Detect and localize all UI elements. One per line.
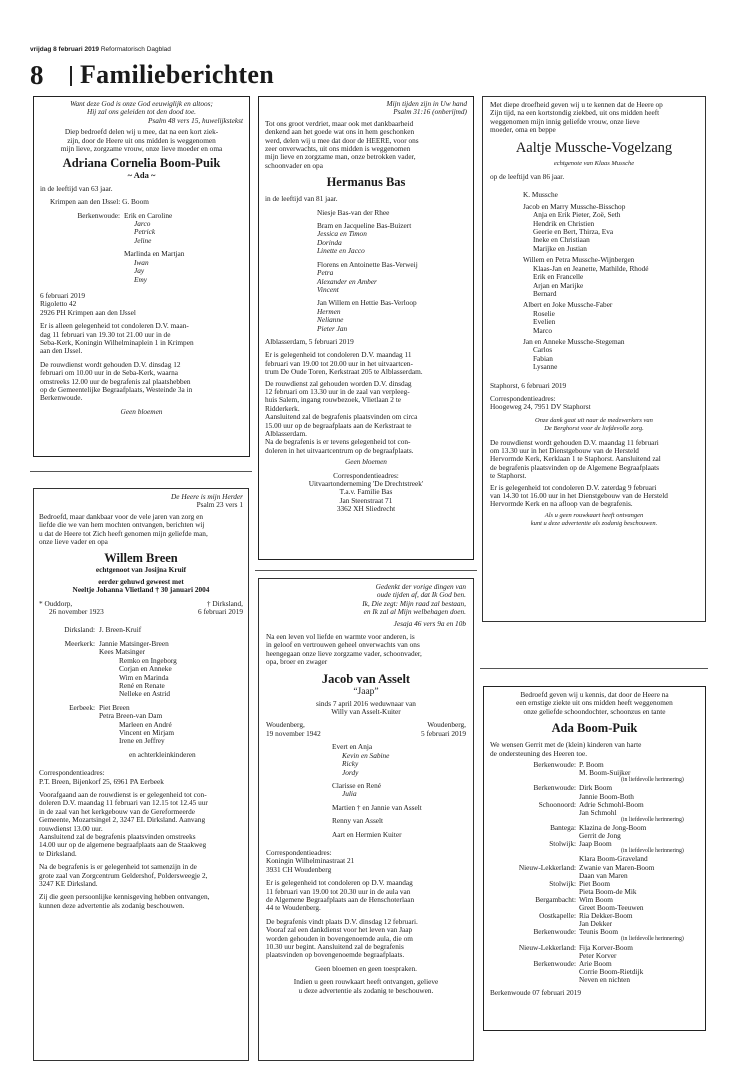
grandchild: Ricky [342,759,359,769]
family-line: Erik en Caroline [124,210,173,220]
paragraph-line: de Algemene Begraafplaats aan de Henschoterlaan [266,894,415,904]
family-place: Berkenwoude: [533,927,576,937]
grandchild: Linette en Jacco [317,246,365,256]
paragraph-line: 14.00 uur op de algemene begraafplaats aan de Staakweg [39,840,207,850]
notice-breen [33,488,249,1061]
family-member: Arie Boom [579,958,612,968]
verse: en Ik zal al Mijn welbehagen doen. [363,607,466,617]
notice-boom-puik-1 [33,96,250,457]
intro-line: Bedroefd, maar dankbaar voor de vele jaren van zorg en [39,511,203,521]
verse-ref: Psalm 23 vers 1 [196,500,243,510]
grandchild: Alexander en Amber [317,276,377,286]
family-line: J. Breen-Kruif [99,625,142,635]
paragraph-line: Ridderkerk. [265,403,300,413]
intro-line: moeder, oma en beppe [490,125,556,135]
family-line: Clarisse en René [332,780,382,790]
paragraph-line: Voorafgaand aan de rouwdienst is er gelegenheid tot con- [39,789,207,799]
family-line: Evert en Anja [332,742,373,752]
paragraph-line: 11 februari van 19.00 tot 20.30 uur in de aula van [266,886,411,896]
place-date: Staphorst, 6 februari 2019 [490,380,567,390]
paragraph-line: 3247 KE Dirksland. [39,879,98,889]
family-place: Bantega: [550,823,576,832]
family-line: Marlinda en Martjan [124,249,185,259]
correspondence-line: Correspondentieadres: [266,847,332,857]
intro-line: Met diepe droefheid geven wij u te kennen dat de Heere op [490,100,663,109]
family-row [490,976,699,984]
grandchild: Arjan en Marijke [533,280,584,290]
intro-line: liefde die we van hem mochten ontvangen, berichten wij [39,520,205,530]
family-line: K. Mussche [523,190,558,200]
family-member: Klazina de Jong-Boom [579,823,647,832]
verse: Mijn tijden zijn in Uw hand [386,99,467,108]
grandchild: Marco [533,325,553,335]
grandchild: René en Renate [119,680,165,690]
family-place: Bergambacht: [535,894,576,904]
family-member: Daan van Maren [579,870,628,880]
grandchild: Carlos [533,345,553,355]
intro-line: onze lieve vader en opa [39,537,108,547]
family-member: Dirk Boom [579,783,613,793]
paragraph-line: Er is gelegenheid tot condoleren D.V. zaterdag 9 februari [490,482,657,492]
closing: Geen bloemen en geen toespraken. [315,963,417,973]
correspondence-line: P.T. Breen, Bijenkorf 25, 6961 PA Eerbeek [39,776,164,786]
grandchild: Evelien [533,317,556,327]
grandchild: Marijke en Justian [533,243,587,253]
intro-line: heengegaan onze lieve zorgzame vader, schoonvader, [266,648,422,658]
age: in de leeftijd van 81 jaar. [265,194,338,204]
paragraph-line: De begrafenis vindt plaats D.V. dinsdag 12 februari. [266,916,418,926]
paragraph-line: 44 te Woudenberg. [266,903,321,913]
grandchild: Klaas-Jan en Jeanette, Mathilde, Rhodé [533,263,649,273]
grandchild: Fabian [533,353,553,363]
paragraph-line: aan den IJssel. [40,346,83,356]
family-member: Ria Dekker-Boom [579,911,633,921]
paragraph-line: worden gehouden in bovengenoemde aula, die om [266,933,413,943]
notice-bas [258,96,474,560]
intro-line: mijn lieve, zorgzame vrouw, onze lieve moeder en oma [60,144,223,154]
page-number: 8 [30,60,44,90]
memorial-note: (in liefdevolle herinnering) [621,777,684,784]
family-place [490,968,579,976]
closing: Als u geen rouwkaart heeft ontvangen [544,511,644,519]
family-member: Peter Korver [579,950,617,960]
grandchild: Irene en Jeffrey [119,736,165,746]
intro-line: Diep bedroefd delen wij u mee, dat na een kort ziek- [64,127,219,137]
grandchild: Julia [342,789,357,799]
paragraph-line: rouwdienst 13.00 uur. [39,823,103,833]
correspondence-line: T.a.v. Familie Bas [339,487,393,497]
grandchild: Roselie [533,308,555,318]
grandchild: Nelianne [317,315,344,325]
paragraph-line: van 14.30 tot 16.00 uur in het Dienstgebouw van de Hersteld [490,491,668,501]
family-member: Gerrit de Jong [579,831,621,841]
grandchild: Iwan [134,257,149,267]
family-line: Florens en Antoinette Bas-Verweij [317,259,418,269]
family-member: Jannie Boom-Both [579,791,634,801]
family-line: Kees Matsinger [99,647,145,657]
earlier-marriage: eerder gehuwd geweest met [98,576,184,586]
header-divider [70,66,72,86]
intro-line: zeer onverwachts, uit ons midden is weggenomen [265,144,411,154]
paragraph-line: plaatsvinden op bovengenoemde begraafplaats. [266,950,405,960]
death-place: Woudenberg, [427,720,466,730]
grandchild: Erik en Francelle [533,272,584,282]
family-row [490,809,699,817]
family-place: Nieuw-Lekkerland: [518,942,576,952]
section-title: Familieberichten [80,60,274,89]
correspondence-line: 3931 CH Woudenberg [266,864,332,874]
family-list [490,761,699,984]
family-row [490,769,699,777]
paragraph-line: De rouwdienst wordt gehouden D.V. dinsdag 12 [40,359,181,369]
family-place: Eerbeek: [69,702,95,712]
paper-name: Reformatorisch Dagblad [100,46,171,53]
family-place [490,769,579,777]
family-line: Aart en Hermien Kuiter [332,829,402,839]
paragraph-line: Aansluitend zal de begrafenis plaatsvinden om circa [265,412,418,422]
family-line: Petra Breen-van Dam [99,711,163,721]
family-line: Jacob en Marry Mussche-Bisschop [523,201,626,211]
place-date: Berkenwoude 07 februari 2019 [490,988,581,998]
place-date: Alblasserdam, 5 februari 2019 [265,336,354,346]
verse: Ik, Die zegt: Mijn raad zal bestaan, [362,598,466,608]
paragraph-line: Vooraf zal een dankdienst voor het leven van Jaap [266,925,413,935]
family-line: Krimpen aan den IJssel: G. Boom [50,197,149,207]
column-rule [30,471,252,472]
correspondence-line: Correspondentieadres: [490,393,556,403]
intro-line: denkend aan het goede wat ons in hem geschonken [265,127,415,137]
family-place: Berkenwoude: [533,783,576,793]
paragraph-line: Hervormde Kerk, Kerklaan 1 te Staphorst. Aansluitend zal [490,454,661,464]
grandchild: Ineke en Christiaan [533,235,590,245]
memorial-note: (in liefdevolle herinnering) [621,936,684,943]
paragraph-line: Indien u geen rouwkaart heeft ontvangen, gelieve [293,977,439,987]
closing: Geen bloemen [120,406,163,416]
closing: kunt u deze advertentie als zodanig beschouwen. [530,520,658,528]
family-line: Bram en Jacqueline Bas-Buizert [317,221,412,231]
grandchild: Jessica en Timon [317,229,367,239]
grandchild: Kevin en Sabine [342,750,390,760]
paragraph-line: februari van 19.00 tot 20.00 uur in het uitvaartcen- [265,358,413,368]
grandchild: Jeline [134,235,152,245]
age: in de leeftijd van 63 jaar. [40,183,113,193]
family-place: Oostkapelle: [539,911,576,921]
family-place: Stolwijk: [549,839,576,849]
intro-line: Na een leven vol liefde en warmte voor anderen, is [266,632,415,642]
paragraph-line: doleren D.V. maandag 11 februari van 12.15 tot 12.45 uur [39,798,208,808]
family-line: Jan en Anneke Mussche-Stegeman [523,336,625,346]
paragraph-line: dag 11 februari van 19.30 tot 21.00 uur in de [40,329,171,339]
paragraph-line: grote zaal van Zorgcentrum Geldershof, Poldersweegje 2, [39,870,208,880]
family-line: Jan Willem en Hettie Bas-Verloop [317,298,417,308]
family-place: Berkenwoude: [533,760,576,770]
paragraph-line: kunnen deze advertentie als zodanig beschouwen. [39,900,185,910]
birth-place: Woudenberg, [266,720,305,730]
grandchild: Emy [134,274,147,284]
verse: Gedenkt der vorige dingen van [375,582,466,591]
family-member: Neven en nichten [579,975,631,984]
family-place [490,976,579,984]
paragraph-line: trum De Oude Toren, Kerkstraat 205 te Alblasserdam. [265,367,423,377]
notice-van-asselt [258,578,474,1061]
deceased-name: Hermanus Bas [326,175,406,190]
family-line: Willem en Petra Mussche-Wijnbergen [523,255,635,265]
family-place: Meerkerk: [64,638,95,648]
grandchild: Wim en Marinda [119,672,169,682]
intro-line: mijn lieve en zorgzame man, onze betrokken vader, [265,152,416,162]
deceased-name: Adriana Cornelia Boom-Puik [62,156,221,171]
grandchild: Vincent [317,284,339,294]
family-place [490,848,579,855]
paragraph-line: te Dirksland. [39,848,77,858]
paragraph-line: De rouwdienst wordt gehouden D.V. maandag 11 februari [490,437,659,447]
widower-line: Willy van Asselt-Kuiter [331,707,401,717]
paragraph-line: huis Salem, ingang rouwbezoek, Vlietlaan 2 te [265,395,402,405]
paragraph-line: februari om 10.00 uur in de Seba-Kerk, waarna [40,368,178,378]
paragraph-line: in de zaal van het kerkgebouw van de Gereformeerde [39,806,195,816]
paragraph-line: De rouwdienst zal gehouden worden D.V. dinsdag [265,378,412,388]
family-member: Jan Dekker [579,919,613,929]
column-rule [255,570,477,571]
birth-death [39,600,243,617]
spouse: echtgenoot van Josijna Kruif [95,565,187,575]
paragraph-line: Er is gelegenheid tot condoleren D.V. maandag 11 [265,350,412,360]
death-date: 6 februari 2019 [198,607,243,617]
family-member: Piet Boom [579,878,611,888]
age: op de leeftijd van 86 jaar. [490,172,565,182]
family-member: Teunis Boom [579,927,619,937]
paragraph-line: Alblasserdam. [265,429,307,438]
paragraph-line: Er is gelegenheid tot condoleren op D.V. maandag [266,878,413,888]
death-date: 5 februari 2019 [421,728,466,738]
deceased-name: Aaltje Mussche-Vogelzang [515,139,673,156]
paragraph-line: te Staphorst. [490,471,527,481]
grandchild: Jay [134,266,145,276]
address-line: 2926 PH Krimpen aan den IJssel [40,307,136,317]
family-member: Fija Korver-Boom [579,942,633,952]
birth-date: 19 november 1942 [266,728,321,738]
family-member: Greet Boom-Teeuwen [579,903,644,913]
family-place: Schoonoord: [538,799,576,809]
family-member: Corrie Boom-Rietdijk [579,966,644,976]
grandchild: Nelleke en Astrid [119,689,171,699]
verse: De Heere is mijn Herder [170,492,243,501]
paragraph-line: Aansluitend zal de begrafenis plaatsvinden omstreeks [39,832,196,841]
grandchild: Remko en Ingeborg [119,655,177,665]
intro-line: in geloof en vertrouwen geheel onverwachts van ons [266,640,420,650]
family-member: Pieta Boom-de Mik [579,886,637,896]
deceased-name: Willem Breen [104,551,178,566]
family-line: Martien † en Jannie van Asselt [332,802,422,812]
paragraph-line: de begrafenis plaatsvinden op de Algemene Begraafplaats [490,462,659,472]
family-line: Niesje Bas-van der Rhee [317,207,390,217]
family-member: P. Boom [579,760,604,770]
paragraph-line: 15.00 uur op de begraafplaats aan de Kerkstraat te [265,420,412,430]
verse: Want deze God is onze God eeuwiglijk en altoos; [70,99,213,108]
paragraph-line: 10.30 uur begint. Aansluitend zal de begrafenis [266,942,404,951]
thanks-line: De Berghorst voor de liefdevolle zorg. [544,425,644,433]
verse-ref: Psalm 48 vers 15, huwelijkstekst [147,115,243,125]
address-line: Rigoletto 42 [40,299,77,309]
intro-line: Zijn tijd, na een kortstondig ziekbed, uit ons midden heeft [490,108,660,118]
grandchild: Petrick [134,227,156,237]
family-member: Jan Schmohl [579,807,617,817]
intro-line: onze geliefde schoondochter, schoonzus en tante [523,706,666,716]
wish-line: de ondersteuning des Heeren toe. [490,748,588,758]
grandchild: Anja en Erik Pieter, Zoë, Seth [533,210,621,220]
grandchild: Hendrik en Christien [533,218,595,228]
grandchild: Hermen [317,306,341,316]
grandchild: Petra [317,268,334,278]
intro-line: Tot ons groot verdriet, maar ook met dankbaarheid [265,118,414,128]
birth-place: * Ouddorp, [39,598,73,608]
paragraph-line: Zij die geen persoonlijke kennisgeving hebben ontvangen, [39,892,210,902]
notice-mussche [482,96,706,622]
paragraph-line: u deze advertentie als zodanig te beschouwen. [298,985,434,995]
grandchild: Marleen en André [119,719,172,729]
family-place: Nieuw-Lekkerland: [518,862,576,872]
paragraph-line: op de Gemeentelijke Begraafplaats, Westeinde 3a in [40,384,193,394]
paragraph-line: Seba-Kerk, Koningin Wilhelminaplein 1 in Krimpen [40,337,194,347]
family-place: Dirksland: [64,625,95,635]
widower-line: sinds 7 april 2016 weduwnaar van [316,698,416,708]
correspondence-line: Jan Steenstraat 71 [339,495,393,505]
intro-line: u dat de Heere tot Zich heeft genomen mijn geliefde man, [39,528,208,538]
verse-ref: Psalm 31:16 (onberijmd) [393,107,467,117]
correspondence-line: Hoogeweg 24, 7951 DV Staphorst [490,402,591,412]
paragraph-line: Na de begrafenis is er tevens gelegenheid tot con- [265,437,411,447]
family-line: Piet Breen [99,702,130,712]
paragraph-line: om 13.30 uur in het Dienstgebouw van de Hersteld [490,446,639,455]
paragraph-line: Berkenwoude. [40,393,83,403]
birth-death [266,721,466,738]
family-place: Stolwijk: [549,878,576,888]
grandchild: Pieter Jan [317,323,348,333]
thanks-line: Onze dank gaat uit naar de medewerkers van [535,416,653,424]
deceased-name: Jacob van Asselt [321,671,411,686]
intro-line: zijn, door de Heere uit ons midden is weggenomen [67,135,216,145]
family-place: Berkenwoude: [77,210,120,220]
grandchild: Vincent en Mirjam [119,727,175,737]
paragraph-line: Hervormde Kerk en na afloop van de begrafenis. [490,499,633,509]
family-place [490,809,579,817]
intro-line: opa, broer en zwager [266,657,328,667]
correspondence-line: Correspondentieadres: [333,470,399,480]
verse: oude tijden af, dat Ik God ben. [376,590,466,600]
verse: Hij zal ons geleiden tot den dood toe. [86,107,197,117]
family-line: Jannie Matsinger-Breen [99,638,169,648]
verse-ref: Jesaja 46 vers 9a en 10b [393,618,466,628]
grandchild: Dorinda [317,237,342,247]
intro-line: schoonvader en opa [265,160,323,170]
paragraph-line: omstreeks 12.00 uur de begrafenis zal plaatshebben [40,376,191,386]
family-line: Renny van Asselt [332,816,384,826]
family-place: Berkenwoude: [533,958,576,968]
grandchild: Corjan en Anneke [119,664,172,674]
grandchild: Lysanne [533,362,558,372]
intro-line: Bedroefd geven wij u kennis, dat door de Heere na [520,690,669,699]
paragraph-line: Na de begrafenis is er gelegenheid tot samenzijn in de [39,862,197,872]
memorial-note: (in liefdevolle herinnering) [621,848,684,855]
correspondence-line: Correspondentieadres: [39,768,105,778]
nickname: “Jaap” [353,686,379,697]
notice-boom-puik-2 [483,686,706,1031]
family-member: M. Boom-Suijker [579,768,631,778]
family-member: Zwanie van Maren-Boom [579,862,655,872]
nickname: ~ Ada ~ [127,170,156,181]
page-header-date: vrijdag 8 februari 2019 Reformatorisch Dagblad [30,46,171,53]
intro-line: werd, delen wij u mee dat door de HEERE, voor ons [265,135,419,145]
grandchildren: en achterkleinkinderen [129,749,196,759]
deceased-name: Ada Boom-Puik [551,721,638,736]
correspondence-line: Koningin Wilhelminastraat 21 [266,856,355,866]
grandchild: Bernard [533,288,557,298]
paragraph-line: Gemeente, Mozartsingel 2, 3247 EL Dirksland. Aanvang [39,815,206,825]
grandchild: Jarco [134,219,151,229]
paragraph-line: 12 februari om 13.30 uur in de zaal van verpleeg- [265,386,410,396]
intro-line: weggenomen mijn innig geliefde vrouw, onze lieve [490,116,640,126]
grandchild: Jordy [342,767,359,777]
closing: Geen bloemen [345,457,387,467]
paragraph-line: doleren in het uitvaartcentrum op de begraafplaats. [265,445,414,455]
address-line: 6 februari 2019 [40,290,85,300]
death-place: † Dirksland, [206,598,243,608]
earlier-spouse: Neeltje Johanna Vlietland † 30 januari 2004 [72,585,210,595]
memorial-note: (in liefdevolle herinnering) [621,816,684,823]
birth-date: 26 november 1923 [49,607,104,617]
correspondence-line: Uitvaartonderneming 'De Drechtstreek' [308,479,424,489]
wish-line: We wensen Gerrit met de (klein) kinderen van harte [490,740,642,750]
paragraph-line: Er is alleen gelegenheid tot condoleren D.V. maan- [40,321,189,331]
grandchild: Geerie en Bert, Thirza, Eva [533,227,614,237]
subtitle: echtgenote van Klaas Mussche [553,159,635,167]
family-member: Adrie Schmohl-Boom [579,799,644,809]
intro-line: een ernstige ziekte uit ons midden heeft weggenomen [516,698,673,708]
family-member: Jaap Boom [579,839,612,849]
correspondence-line: 3362 XH Sliedrecht [336,504,396,514]
family-member: Klara Boom-Graveland [579,854,648,864]
family-line: Albert en Joke Mussche-Faber [523,300,613,310]
family-member: Wim Boom [579,894,613,904]
column-rule [480,668,708,669]
